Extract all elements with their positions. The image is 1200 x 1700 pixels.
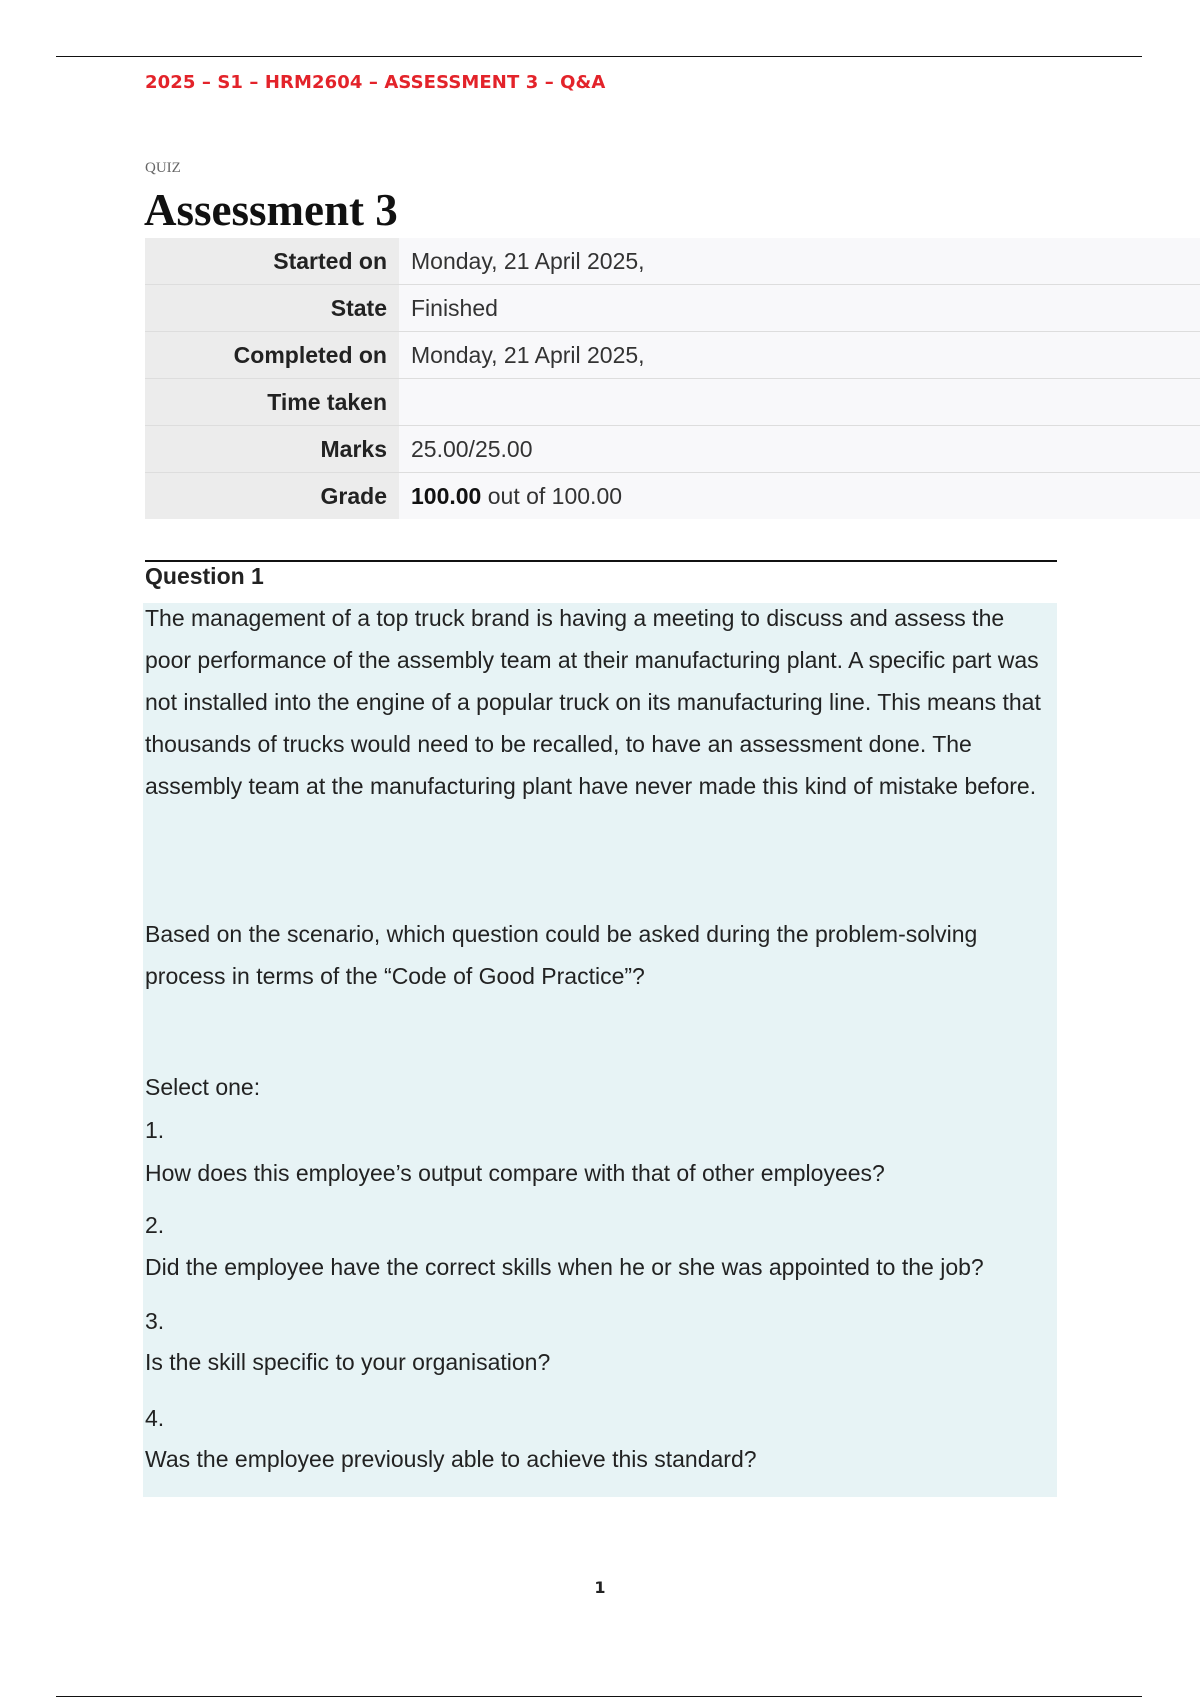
state-label: State	[145, 285, 399, 332]
attempt-summary-table	[145, 238, 1200, 519]
marks-label: Marks	[145, 426, 399, 473]
summary-row-state	[145, 285, 1200, 332]
time-taken-value	[399, 379, 1200, 426]
started-on-label: Started on	[145, 238, 399, 285]
summary-row-started	[145, 238, 1200, 285]
question-number: Question 1	[145, 563, 264, 589]
option-4-text[interactable]: Was the employee previously able to achieve this standard?	[145, 1446, 757, 1472]
option-3-number: 3.	[145, 1308, 165, 1334]
grade-label: Grade	[145, 473, 399, 520]
question-prompt: Based on the scenario, which question could be asked during the problem-solving process in terms of the “Code of Good Practice”?	[145, 921, 978, 989]
option-1-text[interactable]: How does this employee’s output compare with that of other employees?	[145, 1160, 885, 1186]
bottom-rule	[56, 1696, 1142, 1697]
started-on-value: Monday, 21 April 2025,	[399, 238, 1200, 285]
select-one-label: Select one:	[145, 1074, 261, 1100]
document-header: 2025 – S1 – HRM2604 – ASSESSMENT 3 – Q&A	[145, 72, 606, 93]
top-rule	[56, 56, 1142, 57]
completed-on-value: Monday, 21 April 2025,	[399, 332, 1200, 379]
question-scenario: The management of a top truck brand is having a meeting to discuss and assess the poor performance of the assembly team at their manufacturing plant. A specific part was not installed into the engine of a popular truck on its manufacturing line. This means that thousands of trucks would need to be recalled, to have an assessment done. The assembly team at the manufacturing plant have never made this kind of mistake before.	[145, 605, 1041, 799]
page-title: Assessment 3	[144, 185, 398, 235]
option-1-number: 1.	[145, 1117, 165, 1143]
grade-cell	[399, 473, 1200, 520]
page-number: 1	[594, 1578, 606, 1597]
grade-value: 100.00	[411, 482, 482, 509]
option-4-number: 4.	[145, 1405, 165, 1431]
option-2-text[interactable]: Did the employee have the correct skills when he or she was appointed to the job?	[145, 1254, 984, 1280]
summary-row-grade	[145, 473, 1200, 520]
summary-row-completed	[145, 332, 1200, 379]
quiz-label: QUIZ	[145, 160, 181, 176]
option-3-text[interactable]: Is the skill specific to your organisation?	[145, 1349, 551, 1375]
marks-value: 25.00/25.00	[399, 426, 1200, 473]
state-value: Finished	[399, 285, 1200, 332]
summary-row-time	[145, 379, 1200, 426]
time-taken-label: Time taken	[145, 379, 399, 426]
grade-suffix: out of 100.00	[481, 482, 623, 509]
question-divider	[145, 560, 1057, 562]
option-2-number: 2.	[145, 1212, 165, 1238]
summary-row-marks	[145, 426, 1200, 473]
completed-on-label: Completed on	[145, 332, 399, 379]
